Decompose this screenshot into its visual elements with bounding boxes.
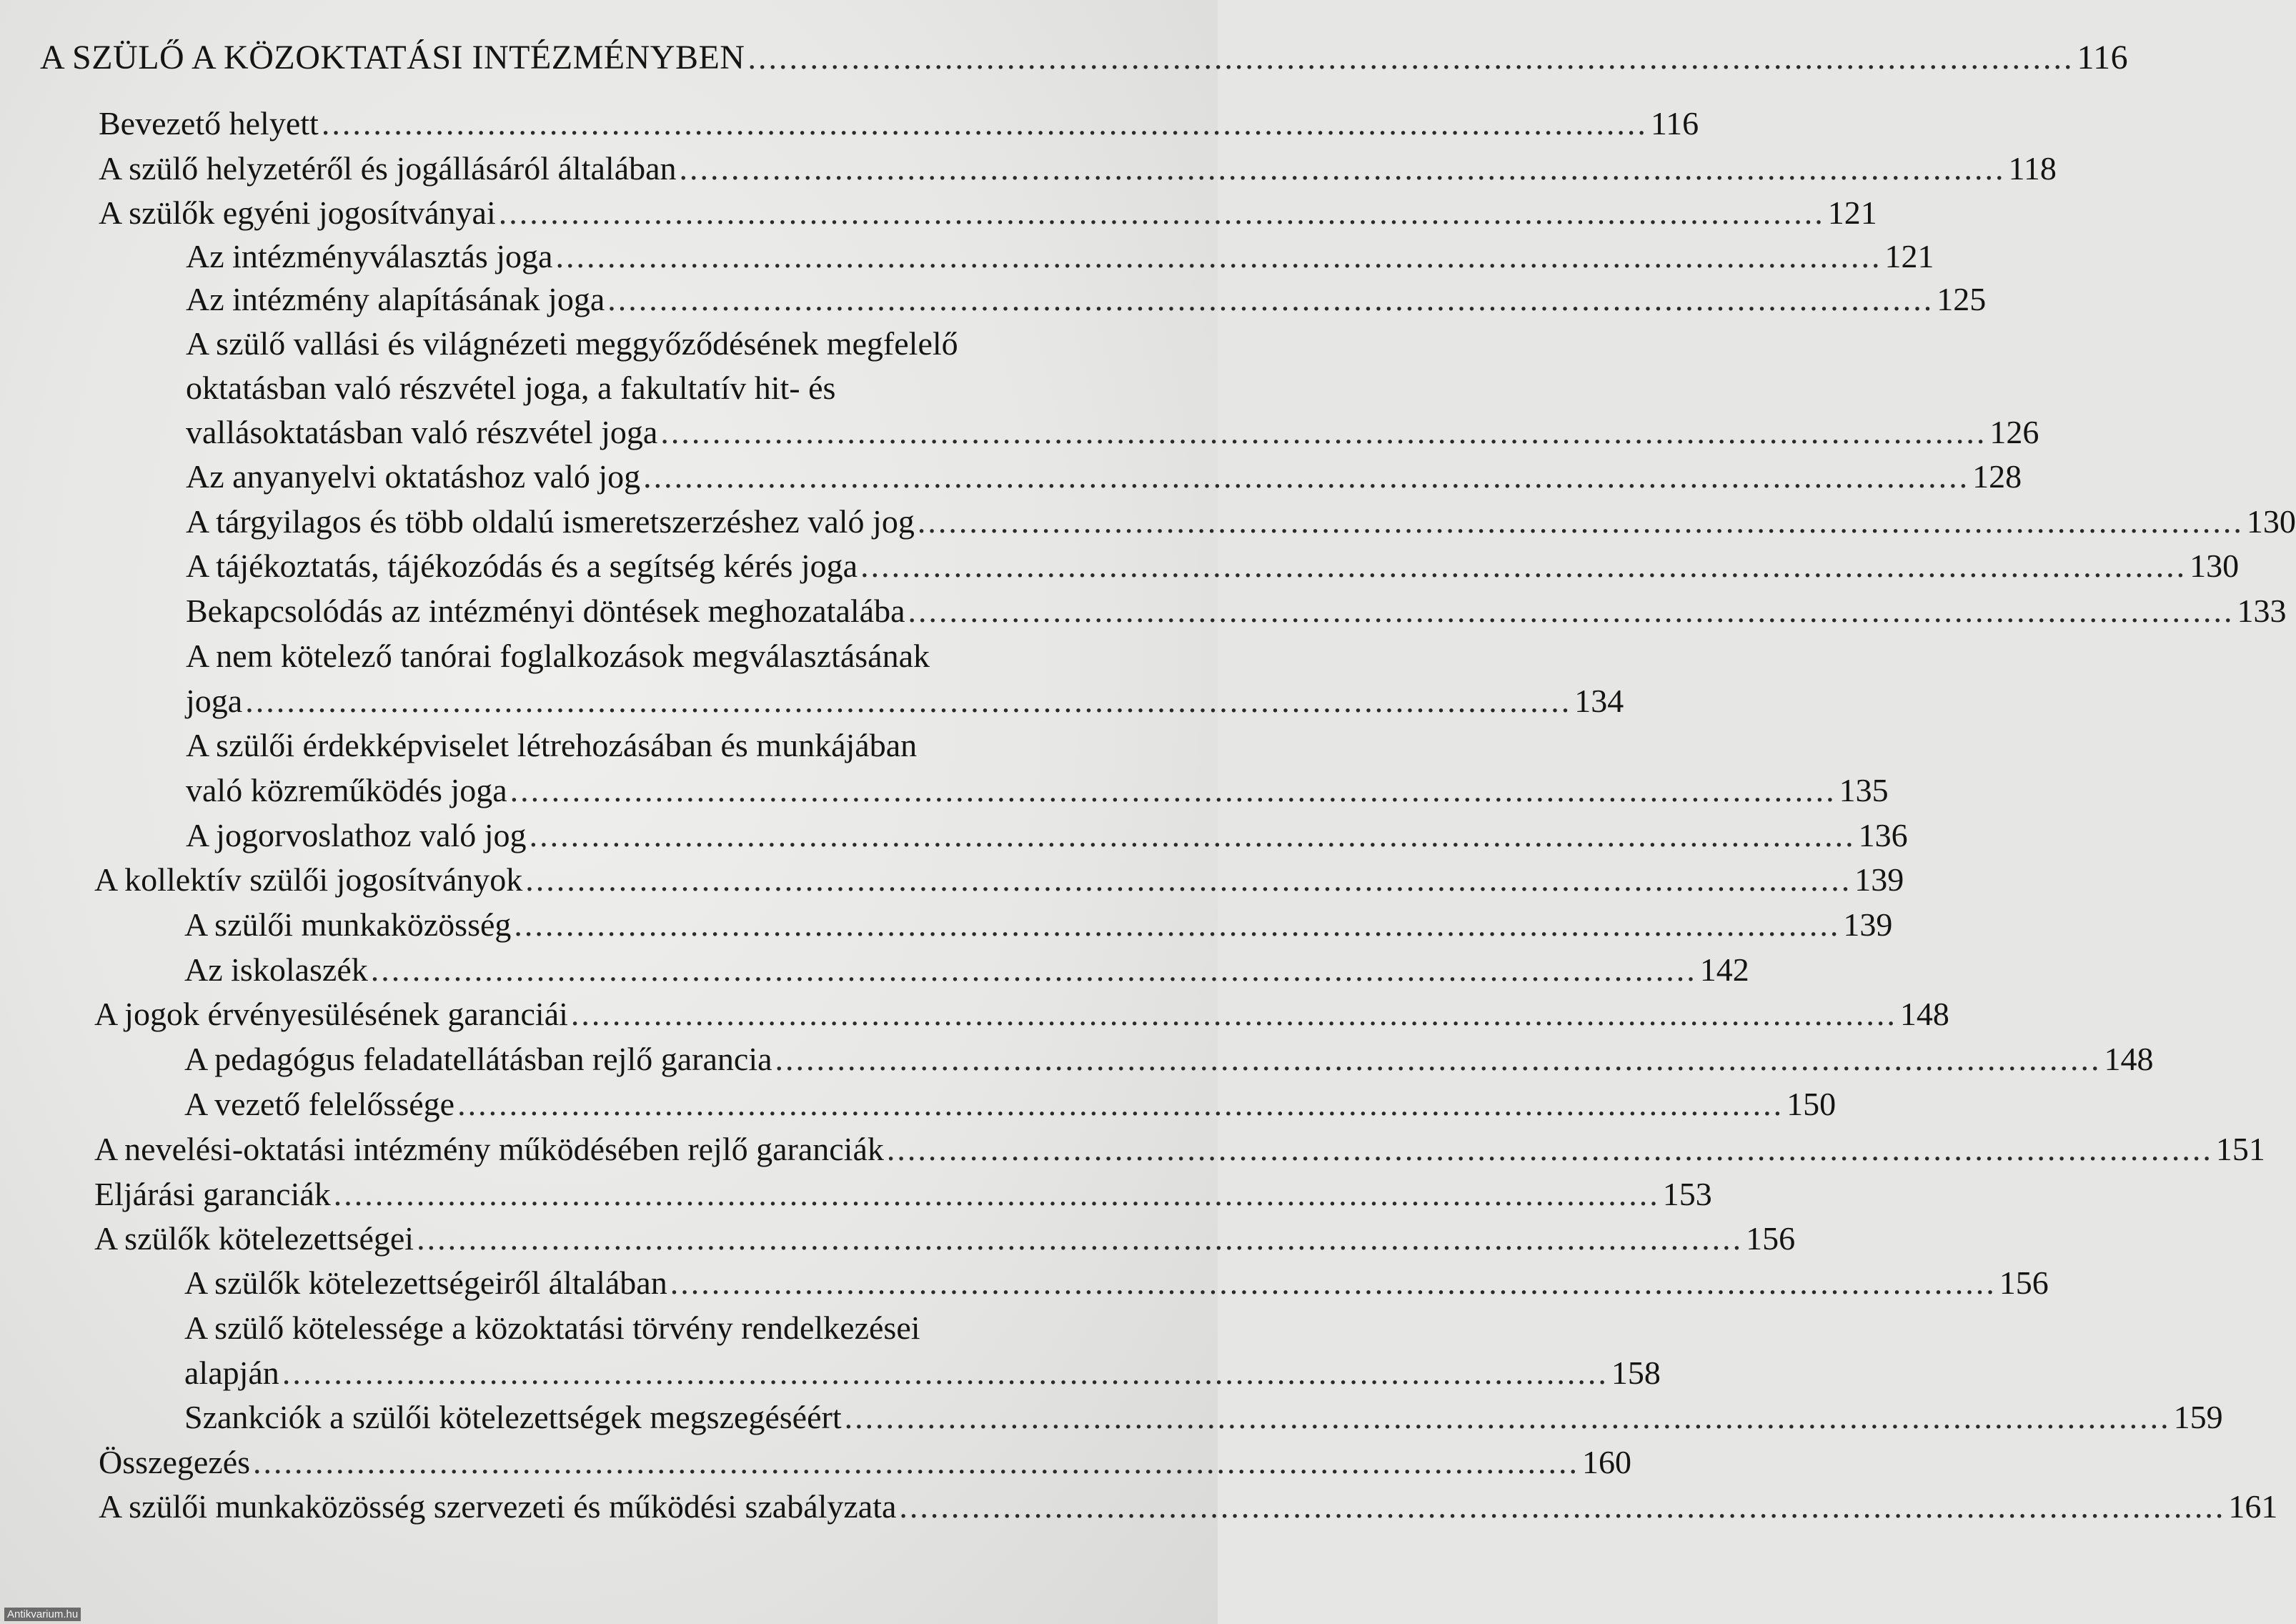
toc-title: A nevelési-oktatási intézmény működésében rejlő garanciák [94, 1131, 884, 1167]
toc-title: A szülő helyzetéről és jogállásáról általában [99, 150, 677, 187]
toc-subentry [184, 1037, 2154, 1081]
dot-leader: ................................................................................................................................ [457, 1086, 1784, 1122]
toc-title: vallásoktatásban való részvétel joga [186, 414, 658, 450]
toc-page-number: 118 [2008, 150, 2057, 187]
toc-page-number: 135 [1839, 772, 1889, 808]
toc-title: A tárgyilagos és több oldalú ismeretszerzéshez való jog [186, 503, 915, 540]
dot-leader: ................................................................................................................................ [908, 593, 2235, 629]
watermark: Antikvarium.hu [4, 1608, 81, 1621]
toc-subentry-line [186, 366, 835, 410]
toc-subentry-line [186, 723, 917, 768]
toc-page-number: 160 [1582, 1444, 1632, 1480]
toc-page-number: 136 [1858, 817, 1908, 853]
toc-title: A szülői munkaközösség szervezeti és működési szabályzata [99, 1488, 897, 1525]
toc-title: Bekapcsolódás az intézményi döntések meghozatalába [186, 593, 905, 629]
toc-page-number: 130 [2190, 548, 2240, 584]
toc-title: Az intézmény alapításának joga [186, 281, 605, 317]
toc-title: A vezető felelőssége [184, 1086, 455, 1122]
toc-subentry [184, 1351, 1661, 1395]
toc-page-number: 159 [2173, 1399, 2223, 1435]
dot-leader: ................................................................................................................................ [660, 414, 1987, 450]
toc-subentry [186, 544, 2240, 588]
dot-leader: ................................................................................................................................ [529, 817, 1856, 853]
toc-subentry [186, 500, 2296, 544]
dot-leader: ................................................................................................................................ [282, 1355, 1609, 1391]
toc-page-number: 134 [1574, 683, 1624, 719]
toc-title: A szülő vallási és világnézeti meggyőződésének megfelelő [186, 325, 958, 362]
dot-leader: ................................................................................................................................ [321, 105, 1648, 142]
dot-leader: ................................................................................................................................ [510, 772, 1837, 808]
toc-subentry [184, 1082, 1837, 1127]
toc-title: A nem kötelező tanórai foglalkozások megválasztásának [186, 638, 930, 674]
toc-title: alapján [184, 1355, 279, 1391]
toc-title: A szülők egyéni jogosítványai [99, 194, 496, 231]
toc-subentry-line [184, 1306, 920, 1350]
toc-entry [94, 1172, 1712, 1217]
toc-page-number: 130 [2246, 503, 2296, 540]
toc-title: A szülő kötelessége a közoktatási törvény rendelkezései [184, 1309, 920, 1346]
toc-page-number: 116 [1650, 105, 1699, 142]
toc-page-number: 139 [1843, 906, 1893, 943]
toc-subentry-line [186, 322, 958, 366]
dot-leader: ................................................................................................................................ [333, 1176, 1660, 1212]
toc-page-number: 139 [1854, 861, 1904, 898]
toc-page-number: 133 [2237, 593, 2287, 629]
dot-leader: ................................................................................................................................ [844, 1399, 2171, 1435]
toc-page-number: 161 [2228, 1488, 2278, 1525]
dot-leader: ................................................................................................................................ [917, 503, 2244, 540]
toc-entry [94, 858, 1904, 902]
dot-leader: ................................................................................................................................ [525, 861, 1852, 898]
toc-title: Eljárási garanciák [94, 1176, 331, 1212]
toc-title: Az anyanyelvi oktatáshoz való jog [186, 458, 641, 495]
toc-page-number: 142 [1699, 951, 1749, 988]
toc-entry [99, 191, 1877, 235]
toc-entry [99, 1485, 2278, 1529]
toc-subentry [186, 589, 2287, 633]
dot-leader: ................................................................................................................................ [860, 548, 2187, 584]
toc-title: joga [186, 683, 243, 719]
toc-page-number: 116 [2077, 39, 2129, 76]
toc-subentry [186, 768, 1889, 813]
dot-leader: ................................................................................................................................ [245, 683, 1572, 719]
toc-title: A kollektív szülői jogosítványok [94, 861, 523, 898]
toc-subentry [186, 410, 2039, 455]
toc-page-number: 148 [1899, 996, 1949, 1032]
toc-page-number: 121 [1827, 194, 1877, 231]
toc-subentry [184, 1261, 2049, 1305]
toc-title: való közreműködés joga [186, 772, 507, 808]
toc-title: A SZÜLŐ A KÖZOKTATÁSI INTÉZMÉNYBEN [40, 39, 745, 76]
toc-section-heading [40, 36, 2129, 80]
dot-leader: ................................................................................................................................ [570, 996, 1897, 1032]
toc-title: A tájékoztatás, tájékozódás és a segítség kérés joga [186, 548, 858, 584]
toc-page-number: 126 [1989, 414, 2039, 450]
toc-subentry [186, 277, 1987, 322]
toc-entry [94, 992, 1949, 1036]
toc-subentry [186, 455, 2022, 499]
toc-subentry [184, 948, 1749, 992]
toc-title: A jogorvoslathoz való jog [186, 817, 527, 853]
dot-leader: ................................................................................................................................ [514, 906, 1841, 943]
toc-title: A szülők kötelezettségei [94, 1220, 414, 1257]
dot-leader: ................................................................................................................................ [886, 1131, 2213, 1167]
toc-page-number: 150 [1786, 1086, 1837, 1122]
toc-title: A szülői munkaközösség [184, 906, 512, 943]
dot-leader: ................................................................................................................................ [899, 1488, 2226, 1525]
toc-title: Az iskolaszék [184, 951, 368, 988]
toc-title: Összegezés [99, 1444, 251, 1480]
toc-title: Szankciók a szülői kötelezettségek megszegéséért [184, 1399, 842, 1435]
toc-page-number: 153 [1662, 1176, 1712, 1212]
dot-leader: ................................................................................................................................ [775, 1041, 2102, 1077]
toc-page-number: 158 [1611, 1355, 1661, 1391]
toc-page-number: 156 [1999, 1264, 2049, 1301]
toc-page-number: 151 [2215, 1131, 2265, 1167]
toc-title: Az intézményválasztás joga [186, 238, 553, 274]
toc-page-number: 156 [1746, 1220, 1796, 1257]
toc-page-number: 128 [1972, 458, 2022, 495]
dot-leader: ................................................................................................................................ [607, 281, 1934, 317]
dot-leader: ................................................................................................................................ [679, 150, 2006, 187]
toc-entry [99, 102, 1699, 146]
toc-page-number: 148 [2104, 1041, 2154, 1077]
toc-title: A szülők kötelezettségeiről általában [184, 1264, 667, 1301]
toc-subentry [186, 679, 1624, 723]
dot-leader: ................................................................................................................................ [417, 1220, 1744, 1257]
toc-title: A szülői érdekképviselet létrehozásában és munkájában [186, 727, 918, 763]
toc-entry [99, 1440, 1632, 1485]
dot-leader: ................................................................................................................................ [253, 1444, 1580, 1480]
toc-title: oktatásban való részvétel joga, a fakultatív hit- és [186, 370, 836, 406]
toc-title: A pedagógus feladatellátásban rejlő garancia [184, 1041, 772, 1077]
toc-title: Bevezető helyett [99, 105, 319, 142]
toc-subentry [186, 234, 1934, 279]
toc-page-number: 125 [1937, 281, 1987, 317]
toc-subentry [186, 813, 1908, 858]
toc-subentry [184, 1395, 2223, 1440]
dot-leader: ................................................................................................................................ [747, 39, 2074, 76]
dot-leader: ................................................................................................................................ [670, 1264, 1997, 1301]
toc-entry [99, 147, 2057, 191]
dot-leader: ................................................................................................................................ [498, 194, 1825, 231]
dot-leader: ................................................................................................................................ [555, 238, 1882, 274]
toc-title: A jogok érvényesülésének garanciái [94, 996, 568, 1032]
toc-entry [94, 1217, 1796, 1261]
toc-page-number: 121 [1884, 238, 1934, 274]
dot-leader: ................................................................................................................................ [370, 951, 1697, 988]
toc-subentry-line [186, 634, 930, 678]
toc-subentry [184, 903, 1893, 947]
dot-leader: ................................................................................................................................ [643, 458, 1970, 495]
toc-entry [94, 1127, 2265, 1172]
